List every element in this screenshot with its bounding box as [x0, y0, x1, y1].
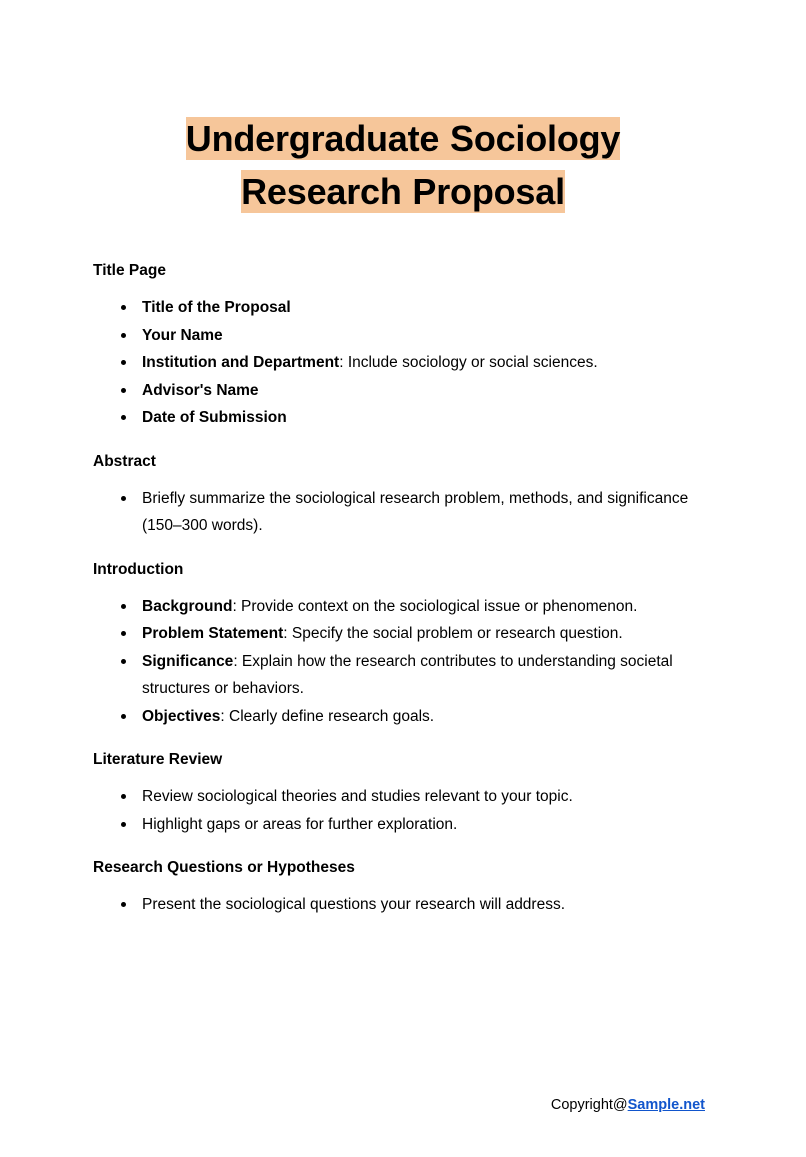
list-item-text: Present the sociological questions your research will address. [142, 896, 566, 913]
list-item-lead: Advisor's Name [142, 381, 259, 399]
list-item-text: Review sociological theories and studies relevant to your topic. [142, 788, 573, 805]
section-literature-review [93, 749, 713, 838]
list-item [121, 349, 713, 377]
list-item [121, 648, 713, 703]
title-line-2: Research Proposal [241, 171, 565, 212]
list-item-lead: Date of Submission [142, 409, 287, 426]
list-item-text: : Provide context on the sociological issue or phenomenon. [232, 597, 638, 615]
list-item [121, 783, 713, 811]
list-item-lead: Institution and Department [142, 354, 340, 371]
section-research-questions [93, 857, 713, 919]
list-item [121, 377, 713, 405]
section-introduction [93, 559, 713, 731]
list-item-lead: Significance [142, 652, 234, 670]
list-item-text: : Explain how the research contributes to understanding societal structures or behaviors. [142, 652, 673, 697]
list-item-text: : Clearly define research goals. [220, 707, 435, 725]
section-heading: Research Questions or Hypotheses [93, 859, 355, 876]
copyright-text: Copyright@ [550, 1097, 628, 1113]
section-heading: Introduction [93, 560, 184, 578]
page-title [78, 112, 728, 218]
list-item-lead: Objectives [142, 707, 221, 725]
list-item-text: Highlight gaps or areas for further exploration. [142, 815, 458, 833]
list-item-text: : Specify the social problem or research question. [283, 625, 623, 642]
list-item-lead: Title of the Proposal [142, 299, 291, 316]
list-item [121, 811, 713, 839]
list-item [121, 703, 713, 731]
section-bullet-list [93, 485, 713, 540]
list-item-lead: Problem Statement [142, 625, 284, 642]
list-item-text: Briefly summarize the sociological research problem, methods, and significance (150–300 words). [142, 489, 689, 534]
list-item-text: : Include sociology or social sciences. [339, 354, 598, 371]
title-line-1: Undergraduate Sociology [185, 118, 621, 159]
section-bullet-list [93, 783, 713, 838]
list-item [121, 620, 713, 648]
section-bullet-list [93, 891, 713, 919]
list-item [121, 294, 713, 322]
section-bullet-list [93, 593, 713, 731]
section-heading: Title Page [93, 262, 166, 279]
list-item [121, 322, 713, 350]
document-page [0, 112, 806, 1157]
list-item [121, 404, 713, 432]
footer [0, 1095, 806, 1115]
section-heading: Abstract [93, 452, 156, 470]
list-item [121, 485, 713, 540]
sample-net-link[interactable]: Sample.net [627, 1097, 705, 1113]
list-item [121, 891, 713, 919]
document-title-block [0, 112, 806, 218]
section-heading: Literature Review [93, 751, 223, 768]
list-item-lead: Background [142, 597, 233, 615]
document-body [0, 260, 806, 919]
section-title-page [93, 260, 713, 432]
section-bullet-list [93, 294, 713, 432]
list-item [121, 593, 713, 621]
list-item-lead: Your Name [142, 326, 223, 344]
section-abstract [93, 451, 713, 540]
